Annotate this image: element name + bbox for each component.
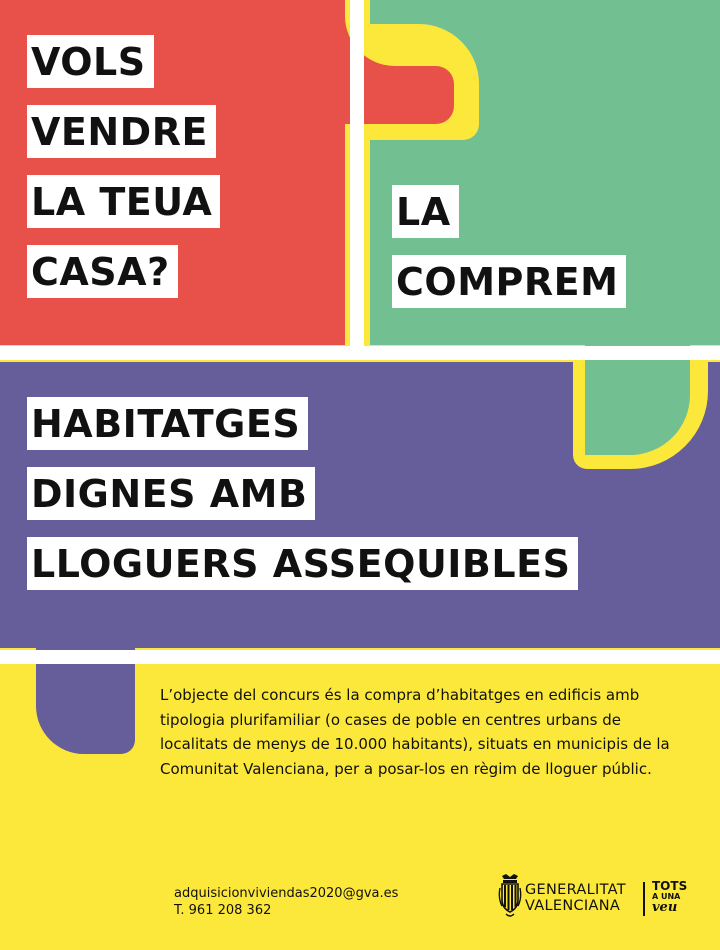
generalitat-name-line: GENERALITAT [525, 882, 626, 898]
headline-question-line: VOLS [27, 35, 154, 88]
description-text [160, 683, 705, 781]
contact-info [174, 885, 398, 919]
description-line: L’objecte del concurs és la compra d’habitatges en edificis amb [160, 686, 640, 704]
contact-phone: T. 961 208 362 [174, 903, 272, 918]
logo-divider [643, 882, 645, 916]
contact-email[interactable]: adquisicionviviendas2020@gva.es [174, 886, 399, 901]
generalitat-logo [496, 872, 706, 920]
headline-answer-line: LA [392, 185, 459, 238]
headline-housing-line: HABITATGES [27, 397, 308, 450]
headline-question-line: LA TEUA [27, 175, 220, 228]
headline-answer-line: COMPREM [392, 255, 626, 308]
headline-housing-line: LLOGUERS ASSEQUIBLES [27, 537, 578, 590]
generalitat-name [525, 882, 626, 914]
description-line: Comunitat Valenciana, per a posar-los en règim de lloguer públic. [160, 759, 652, 778]
motto-line: veu [652, 900, 678, 915]
logo-motto [652, 880, 687, 914]
motto-line: A UNA [652, 892, 681, 901]
headline-answer [392, 185, 626, 325]
headline-housing-line: DIGNES AMB [27, 467, 315, 520]
headline-question-line: VENDRE [27, 105, 216, 158]
description-line: tipologia plurifamiliar (o cases de poble en centres urbans de [160, 710, 621, 729]
headline-question [27, 35, 220, 315]
generalitat-name-line: VALENCIANA [525, 898, 621, 914]
headline-housing [27, 397, 578, 607]
coat-of-arms-icon [498, 874, 522, 918]
motto-line: TOTS [652, 879, 688, 893]
headline-question-line: CASA? [27, 245, 178, 298]
description-line: localitats de menys de 10.000 habitants), situats en municipis de la [160, 735, 670, 753]
